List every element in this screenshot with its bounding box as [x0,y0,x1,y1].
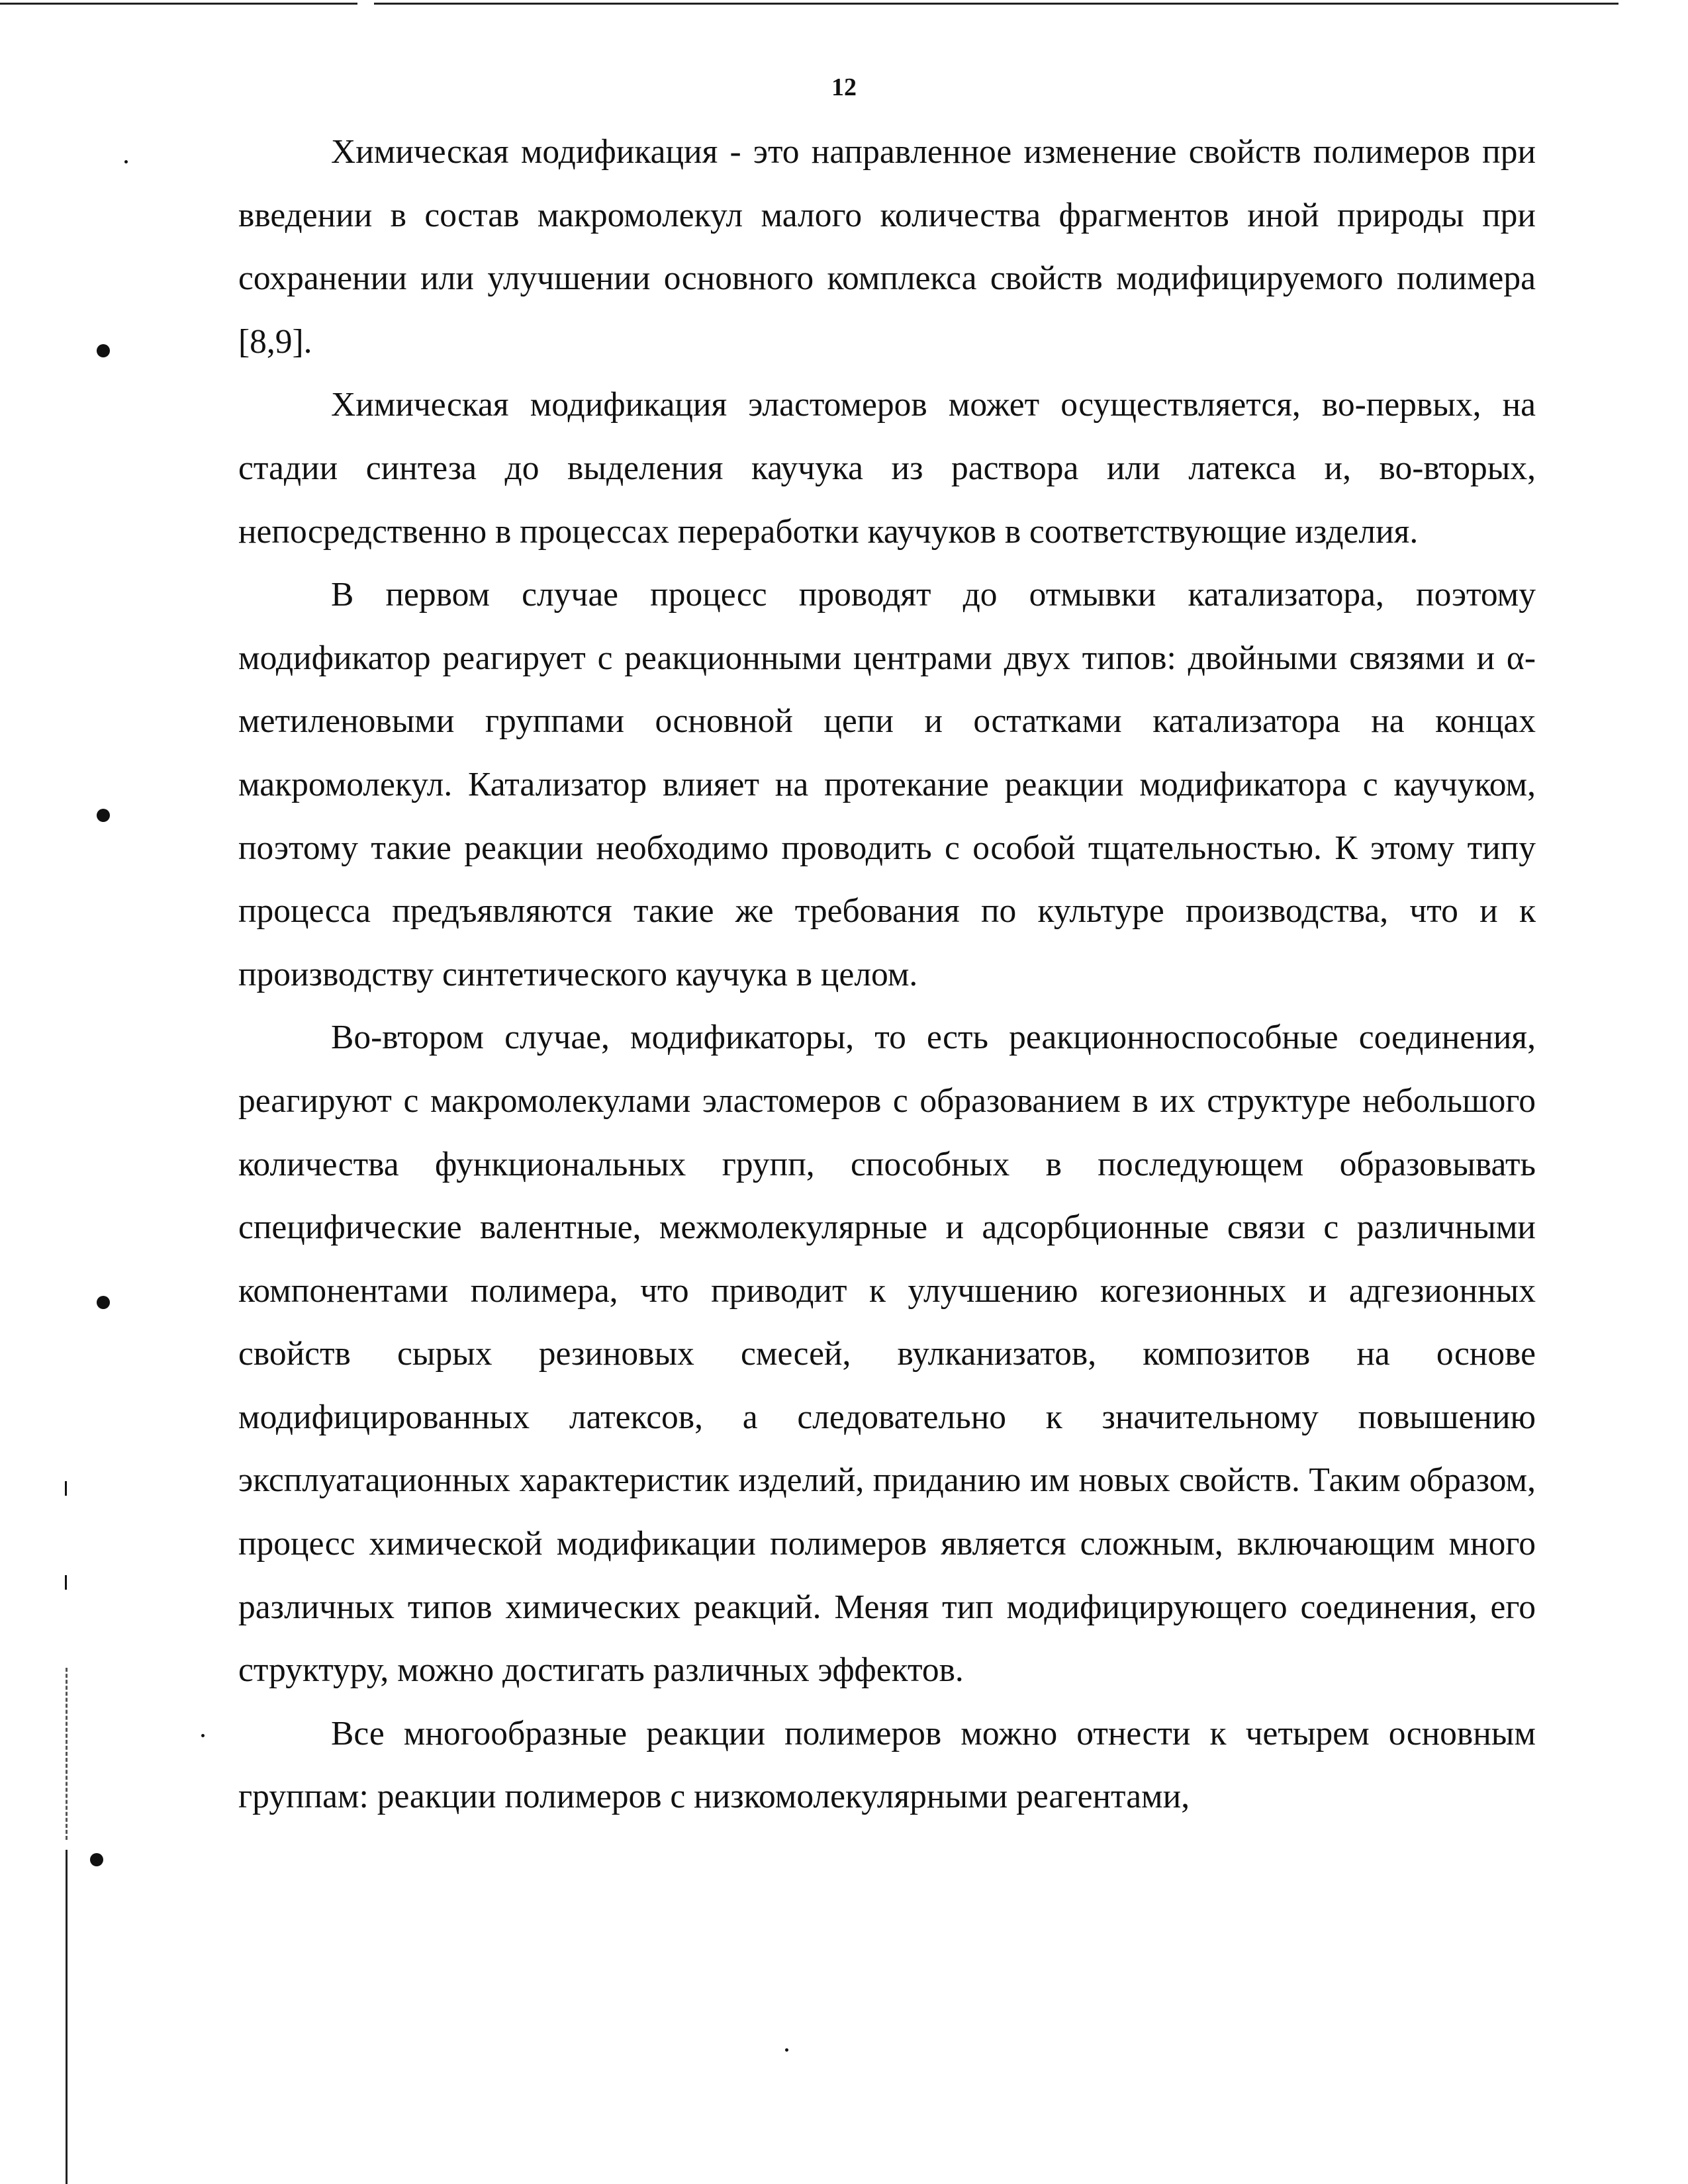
scan-speck [785,2048,788,2052]
scan-speck [201,1734,205,1737]
paragraph: Химическая модификация эластомеров может осуществляется, во-первых, на стадии синтеза до выделения каучука из раствора или латекса и, во-вторых, непосредственно в процессах переработки каучуков в соответствующие изделия. [238,386,1536,551]
binder-hole-mark [97,344,110,357]
binder-hole-mark [97,1296,110,1309]
paragraph: Во-втором случае, модификаторы, то есть реакционноспособные соединения, реагируют с макромолекулами эластомеров с образованием в их структуре небольшого количества функциональных групп, способных в последующем образовывать специфические валентные, межмолекулярные и адсорбционные связи с различными компонентами полимера, что приводит к улучшению когезионных и адгезионных свойств сырых резиновых смесей, вулканизатов, композитов на основе модифицированных латексов, а следовательно к значительному повышению эксплуатационных характеристик изделий, приданию им новых свойств. Таким образом, процесс химической модификации полимеров является сложным, включающим много различных типов химических реакций. Меняя тип модифицирующего соединения, его структуру, можно достигать различных эффектов. [238,1019,1536,1690]
paragraph: В первом случае процесс проводят до отмывки катализатора, поэтому модификатор реагирует с реакционными центрами двух типов: двойными связями и α-метиленовыми группами основной цепи и остатками катализатора на концах макромолекул. Катализатор влияет на протекание реакции модификатора с каучуком, поэтому такие реакции необходимо проводить с особой тщательностью. К этому типу процесса предъявляются такие же требования по культуре производства, что и к производству синтетического каучука в целом. [238,576,1536,993]
top-edge-rule [0,3,357,5]
paragraph: Все многообразные реакции полимеров можно отнести к четырем основным группам: реакции полимеров с низкомолекулярными реагентами, [238,1714,1536,1816]
top-edge-rule [374,3,1618,5]
scan-tick [65,1575,67,1590]
page-body [238,120,1536,1829]
binder-hole-mark [90,1853,103,1866]
binding-edge-dashes [66,1668,68,1840]
scan-speck [124,160,128,163]
binding-edge-line [66,1850,68,2184]
page-number: 12 [831,73,857,101]
binder-hole-mark [97,809,110,822]
scan-tick [65,1481,67,1496]
paragraph: Химическая модификация - это направленное изменение свойств полимеров при введении в состав макромолекул малого количества фрагментов иной природы при сохранении или улучшении основного комплекса свойств модифицируемого полимера [8,9]. [238,133,1536,361]
